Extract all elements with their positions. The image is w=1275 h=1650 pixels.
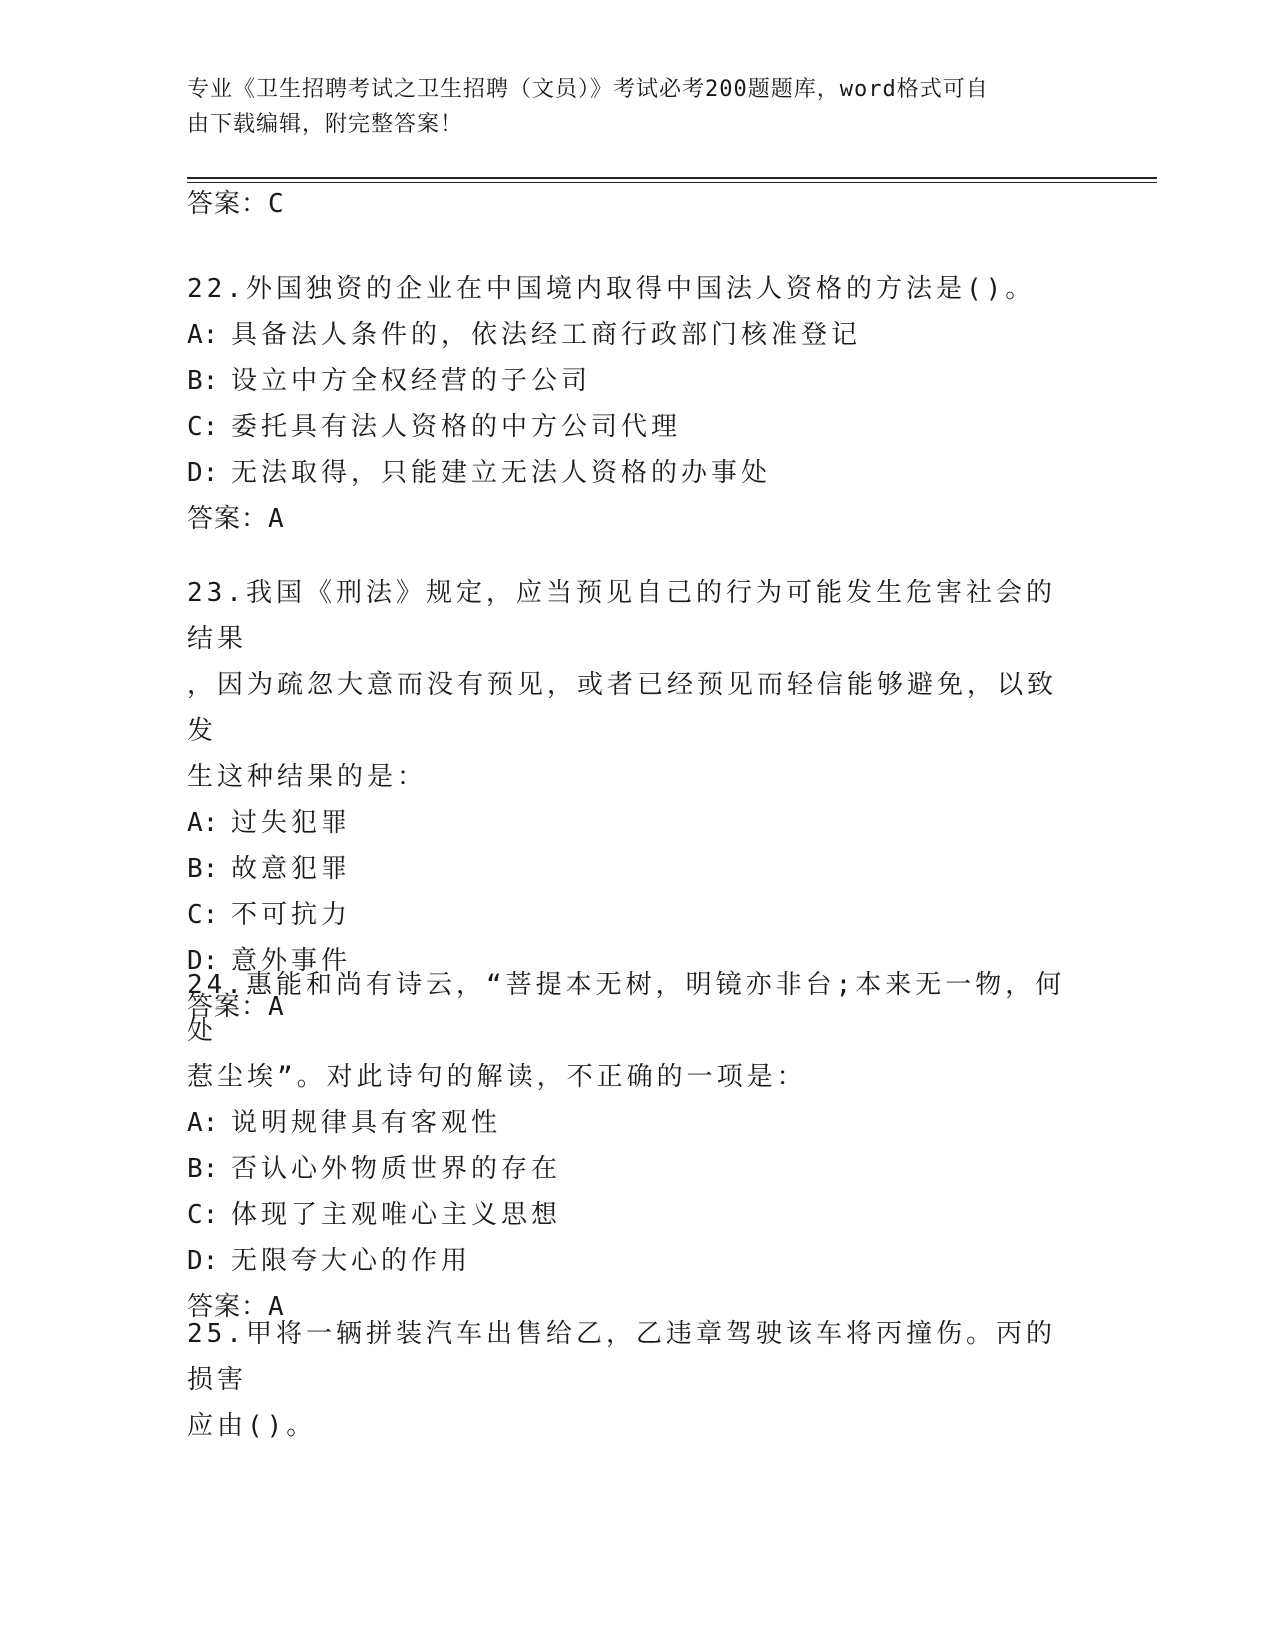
option-d bbox=[187, 1238, 1087, 1284]
option-letter: A: bbox=[187, 320, 219, 350]
question-stem bbox=[187, 570, 1077, 800]
option-text: 设立中方全权经营的子公司 bbox=[231, 366, 592, 396]
question-stem bbox=[187, 962, 1077, 1100]
option-letter: D: bbox=[187, 1246, 219, 1276]
option-letter: B: bbox=[187, 1154, 219, 1184]
question-stem-line: 惹尘埃”。对此诗句的解读，不正确的一项是： bbox=[187, 1062, 807, 1092]
question-stem-line: 应由()。 bbox=[187, 1411, 317, 1441]
option-text: 具备法人条件的，依法经工商行政部门核准登记 bbox=[231, 320, 862, 350]
option-c bbox=[187, 404, 1087, 450]
question-stem-line: 25.甲将一辆拼装汽车出售给乙，乙违章驾驶该车将丙撞伤。丙的损害 bbox=[187, 1319, 1056, 1395]
option-b bbox=[187, 358, 1087, 404]
option-letter: D: bbox=[187, 458, 219, 488]
option-text: 不可抗力 bbox=[231, 900, 352, 930]
header-line-1: 专业《卫生招聘考试之卫生招聘（文员）》考试必考200题题库，word格式可自 bbox=[187, 77, 989, 102]
option-a bbox=[187, 312, 1087, 358]
option-letter: C: bbox=[187, 1200, 219, 1230]
header-divider-thick bbox=[187, 177, 1157, 179]
option-letter: B: bbox=[187, 366, 219, 396]
question-stem-line: 23.我国《刑法》规定，应当预见自己的行为可能发生危害社会的结果 bbox=[187, 578, 1056, 654]
option-text: 无限夸大心的作用 bbox=[231, 1246, 472, 1276]
document-header bbox=[187, 72, 1067, 142]
option-c bbox=[187, 892, 1087, 938]
option-letter: D: bbox=[187, 946, 219, 976]
option-letter: A: bbox=[187, 1108, 219, 1138]
option-c bbox=[187, 1192, 1087, 1238]
option-a bbox=[187, 800, 1087, 846]
question-stem bbox=[187, 266, 1077, 312]
answer: 答案：A bbox=[187, 1292, 285, 1322]
option-text: 说明规律具有客观性 bbox=[231, 1108, 502, 1138]
header-line-2: 由下载编辑，附完整答案！ bbox=[187, 112, 464, 137]
option-b bbox=[187, 846, 1087, 892]
question-23 bbox=[187, 570, 1087, 1030]
option-text: 无法取得，只能建立无法人资格的办事处 bbox=[231, 458, 772, 488]
question-stem-line: 22.外国独资的企业在中国境内取得中国法人资格的方法是()。 bbox=[187, 274, 1036, 304]
answer: 答案：A bbox=[187, 504, 285, 534]
question-25 bbox=[187, 1311, 1087, 1449]
question-stem bbox=[187, 1311, 1077, 1449]
question-22 bbox=[187, 266, 1087, 542]
option-text: 体现了主观唯心主义思想 bbox=[231, 1200, 562, 1230]
answer-previous: 答案：C bbox=[187, 189, 285, 219]
option-letter: A: bbox=[187, 808, 219, 838]
question-stem-line: 生这种结果的是： bbox=[187, 762, 428, 792]
option-text: 故意犯罪 bbox=[231, 854, 352, 884]
option-text: 过失犯罪 bbox=[231, 808, 352, 838]
option-text: 委托具有法人资格的中方公司代理 bbox=[231, 412, 682, 442]
question-stem-line: 24.惠能和尚有诗云，“菩提本无树，明镜亦非台;本来无一物，何处 bbox=[187, 970, 1066, 1046]
option-text: 否认心外物质世界的存在 bbox=[231, 1154, 562, 1184]
option-d bbox=[187, 450, 1087, 496]
option-letter: B: bbox=[187, 854, 219, 884]
option-letter: C: bbox=[187, 900, 219, 930]
option-text: 意外事件 bbox=[231, 946, 352, 976]
question-24 bbox=[187, 962, 1087, 1330]
option-a bbox=[187, 1100, 1087, 1146]
answer: 答案：A bbox=[187, 992, 285, 1022]
option-b bbox=[187, 1146, 1087, 1192]
question-stem-line: ，因为疏忽大意而没有预见，或者已经预见而轻信能够避免，以致发 bbox=[187, 670, 1058, 746]
option-letter: C: bbox=[187, 412, 219, 442]
